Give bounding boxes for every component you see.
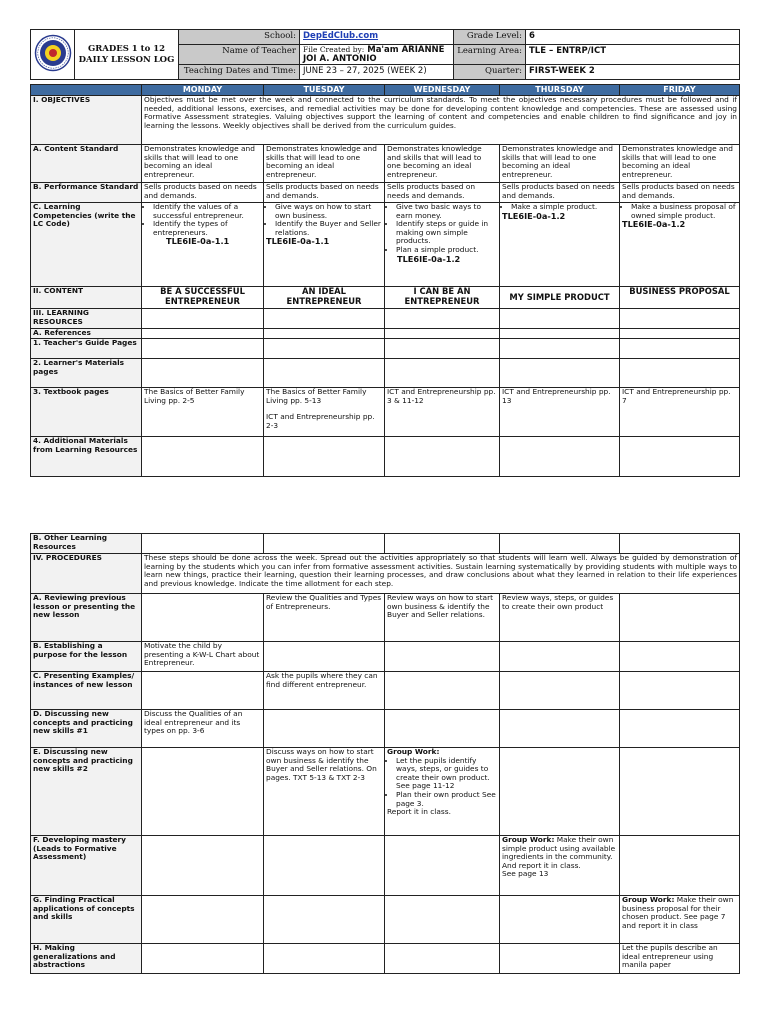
- reviewing-wed: Review ways on how to start own business & identify the Buyer and Seller relations.: [385, 594, 500, 642]
- textbook-mon: The Basics of Better Family Living pp. 2-5: [142, 388, 264, 437]
- reviewing-tue: Review the Qualities and Types of Entrepreneurs.: [264, 594, 385, 642]
- performance-standard-mon: Sells products based on needs and demands.: [142, 183, 264, 203]
- content-mon: BE A SUCCESSFUL ENTREPRENEUR: [142, 287, 264, 309]
- teacher-prefix: File Created by:: [303, 45, 365, 54]
- content-wed: I CAN BE AN ENTREPRENEUR: [385, 287, 500, 309]
- content-label: II. CONTENT: [31, 287, 142, 309]
- dates-label: Teaching Dates and Time:: [179, 65, 300, 80]
- procedures-label: IV. PROCEDURES: [31, 554, 142, 594]
- group-work-wed-item-2: • Plan their own product See page 3.: [396, 791, 497, 808]
- grade-label: Grade Level:: [454, 30, 526, 45]
- content-standard-thu: Demonstrates knowledge and skills that will lead to one becoming an ideal entrepreneur.: [500, 145, 620, 183]
- procedures-text: These steps should be done across the week. Spread out the activities appropriately so that students will learn well. Always be guided by demonstration of learning by the students which you can infer from formative assessment activities. Sustain learning systematically by providing students with multiple ways to learn new things, practice their learning, question their learning processes, and draw conclusions about what they learned in relation to their life experiences and previous knowledge. Indicate the time allotment for each step.: [142, 554, 740, 594]
- day-tuesday: TUESDAY: [264, 85, 385, 96]
- competency-tue-1: • Give ways on how to start own business.: [275, 203, 382, 220]
- presenting-examples-tue: Ask the pupils where they can find different entrepreneur.: [264, 672, 385, 710]
- other-resources-label: B. Other Learning Resources: [31, 534, 142, 554]
- mastery-label: F. Developing mastery (Leads to Formative Assessment): [31, 836, 142, 896]
- school-link[interactable]: DepEdClub.com: [303, 31, 379, 41]
- content-standard-tue: Demonstrates knowledge and skills that will lead to one becoming an ideal entrepreneur.: [264, 145, 385, 183]
- content-standard-fri: Demonstrates knowledge and skills that will lead to one becoming an ideal entrepreneur.: [620, 145, 740, 183]
- competency-wed-code: TLE6IE-0a-1.2: [397, 253, 461, 264]
- competency-thu-1: • Make a simple product.: [511, 203, 617, 212]
- header-table: [30, 29, 740, 80]
- objectives-label: I. OBJECTIVES: [31, 96, 142, 145]
- generalizations-label: H. Making generalizations and abstractions: [31, 944, 142, 974]
- competency-mon-code: TLE6IE-0a-1.1: [166, 236, 230, 247]
- textbook-label: 3. Textbook pages: [31, 388, 142, 437]
- competency-tue-2: • Identify the Buyer and Seller relations.: [275, 220, 382, 237]
- reviewing-thu: Review ways, steps, or guides to create their own product: [500, 594, 620, 642]
- discussing-1-label: D. Discussing new concepts and practicing new skills #1: [31, 710, 142, 748]
- content-fri: BUSINESS PROPOSAL: [620, 287, 740, 309]
- content-tue: AN IDEAL ENTREPRENEUR: [264, 287, 385, 309]
- school-label: School:: [179, 30, 300, 45]
- group-work-thu-text: Make their own simple product using available ingredients in the community. And report it in class.: [502, 835, 616, 870]
- textbook-tue: [264, 388, 385, 437]
- performance-standard-label: B. Performance Standard: [31, 183, 142, 203]
- group-work-thu-title: Group Work:: [502, 835, 555, 844]
- learners-materials-label: 2. Learner's Materials pages: [31, 359, 142, 388]
- reviewing-label: A. Reviewing previous lesson or presenting the new lesson: [31, 594, 142, 642]
- textbook-fri: ICT and Entrepreneurship pp. 7: [620, 388, 740, 437]
- content-standard-label: A. Content Standard: [31, 145, 142, 183]
- performance-standard-fri: Sells products based on needs and demands.: [620, 183, 740, 203]
- content-standard-mon: Demonstrates knowledge and skills that will lead to one becoming an ideal entrepreneur.: [142, 145, 264, 183]
- group-work-thu-see: See page 13: [502, 869, 549, 879]
- competencies-tue: [264, 203, 385, 287]
- group-work-fri-title: Group Work:: [622, 895, 675, 904]
- teacher-label: Name of Teacher: [179, 45, 300, 65]
- content-thu: MY SIMPLE PRODUCT: [500, 287, 620, 309]
- group-work-wed-end: Report it in class.: [387, 807, 451, 817]
- group-work-wed-item-1: • Let the pupils identify ways, steps, or guides to create their own product. See page 11-12: [396, 757, 497, 791]
- title-line-2: DAILY LESSON LOG: [78, 54, 175, 65]
- textbook-thu: ICT and Entrepreneurship pp. 13: [500, 388, 620, 437]
- generalizations-fri: Let the pupils describe an ideal entrepreneur using manila paper: [620, 944, 740, 974]
- additional-materials-label: 4. Additional Materials from Learning Resources: [31, 437, 142, 477]
- competencies-label: C. Learning Competencies (write the LC Code): [31, 203, 142, 287]
- performance-standard-wed: Sells products based on needs and demands.: [385, 183, 500, 203]
- discussing-2-wed: [385, 748, 500, 836]
- log-title: [75, 30, 179, 80]
- group-work-wed-title: Group Work:: [387, 747, 440, 756]
- performance-standard-tue: Sells products based on needs and demands.: [264, 183, 385, 203]
- teacher-cell: [300, 45, 454, 65]
- header-blank: [31, 85, 142, 96]
- lesson-table-2: [30, 533, 740, 974]
- resources-label: III. LEARNING RESOURCES: [31, 309, 142, 329]
- competencies-fri: [620, 203, 740, 287]
- seal-icon: [34, 34, 72, 72]
- day-wednesday: WEDNESDAY: [385, 85, 500, 96]
- deped-seal: [31, 30, 75, 80]
- purpose-mon: Motivate the child by presenting a K-W-L Chart about Entrepreneur.: [142, 642, 264, 672]
- area-value: TLE – ENTRP/ICT: [526, 45, 740, 65]
- teachers-guide-label: 1. Teacher's Guide Pages: [31, 339, 142, 359]
- day-monday: MONDAY: [142, 85, 264, 96]
- discussing-2-label: E. Discussing new concepts and practicing new skills #2: [31, 748, 142, 836]
- competency-wed-2: • Identify steps or guide in making own simple products.: [396, 220, 497, 246]
- competencies-thu: [500, 203, 620, 287]
- purpose-label: B. Establishing a purpose for the lesson: [31, 642, 142, 672]
- presenting-examples-label: C. Presenting Examples/ instances of new lesson: [31, 672, 142, 710]
- competency-thu-code: TLE6IE-0a-1.2: [502, 210, 566, 221]
- references-label: A. References: [31, 329, 142, 339]
- dates-value: JUNE 23 – 27, 2025 (WEEK 2): [300, 65, 454, 80]
- day-friday: FRIDAY: [620, 85, 740, 96]
- quarter-value: FIRST-WEEK 2: [526, 65, 740, 80]
- mastery-thu: [500, 836, 620, 896]
- content-standard-wed: Demonstrates knowledge and skills that will lead to one becoming an ideal entrepreneur.: [385, 145, 500, 183]
- lesson-table-1: [30, 84, 740, 477]
- applications-fri: [620, 896, 740, 944]
- day-thursday: THURSDAY: [500, 85, 620, 96]
- textbook-wed: ICT and Entrepreneurship pp. 3 & 11-12: [385, 388, 500, 437]
- textbook-tue-1: The Basics of Better Family Living pp. 5-13: [266, 387, 367, 405]
- discussing-2-tue: Discuss ways on how to start own business & identify the Buyer and Seller relations. On pages. TXT 5-13 & TXT 2-3: [264, 748, 385, 836]
- teacher-value: Ma'am ARIANNE JOI A. ANTONIO: [303, 45, 445, 64]
- competency-fri-code: TLE6IE-0a-1.2: [622, 219, 686, 230]
- competency-mon-2: • Identify the types of entrepreneurs.: [153, 220, 261, 237]
- title-line-1: GRADES 1 to 12: [87, 43, 166, 54]
- competency-fri-1: • Make a business proposal of owned simple product.: [631, 203, 737, 220]
- group-work-fri-text: Make their own business proposal for their chosen product. See page 7 and report it in class: [622, 895, 734, 930]
- area-label: Learning Area:: [454, 45, 526, 65]
- competency-tue-code: TLE6IE-0a-1.1: [266, 236, 330, 247]
- grade-value: 6: [526, 30, 740, 45]
- competency-wed-1: • Give two basic ways to earn money.: [396, 203, 497, 220]
- applications-label: G. Finding Practical applications of concepts and skills: [31, 896, 142, 944]
- competency-mon-1: • Identify the values of a successful entrepreneur.: [153, 203, 261, 220]
- competencies-wed: [385, 203, 500, 287]
- performance-standard-thu: Sells products based on needs and demands.: [500, 183, 620, 203]
- discussing-1-mon: Discuss the Qualities of an ideal entrepreneur and its types on pp. 3-6: [142, 710, 264, 748]
- competency-wed-3: • Plan a simple product.: [396, 246, 497, 255]
- quarter-label: Quarter:: [454, 65, 526, 80]
- objectives-text: Objectives must be met over the week and connected to the curriculum standards. To meet the objectives necessary procedures must be followed and if needed, additional lessons, exercises, and remedial activities may be done for developing content knowledge and competencies. These are assessed using Formative Assessment strategies. Valuing objectives support the learning of content and competencies and enable children to find significance and joy in learning the lessons. Weekly objectives shall be derived from the curriculum guides.: [142, 96, 740, 145]
- competencies-mon: [142, 203, 264, 287]
- textbook-tue-2: ICT and Entrepreneurship pp. 2-3: [266, 412, 375, 430]
